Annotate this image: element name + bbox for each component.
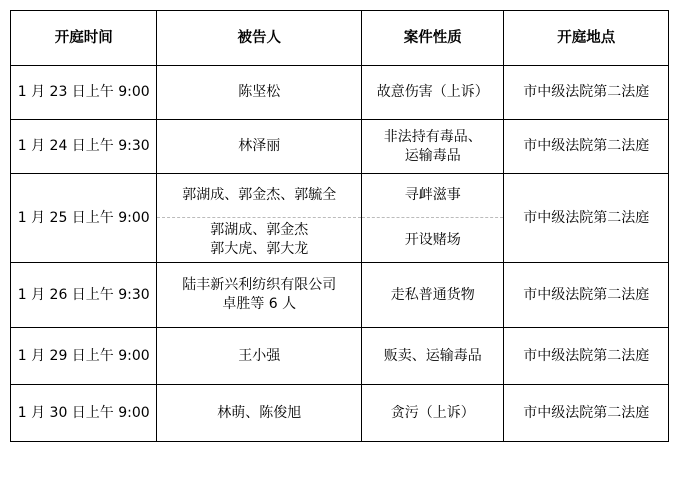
nature-line: 非法持有毒品、 bbox=[383, 128, 482, 145]
cell-place: 市中级法院第二法庭 bbox=[504, 174, 669, 263]
defendant-group bbox=[157, 174, 361, 218]
cell-defendant bbox=[157, 385, 362, 442]
defendant-line: 陈坚松 bbox=[238, 84, 281, 100]
defendant-line: 郭湖成、郭金杰 bbox=[210, 222, 309, 238]
nature-line: 运输毒品 bbox=[404, 147, 461, 164]
nature-line: 走私普通货物 bbox=[390, 286, 475, 303]
defendant-line: 林泽丽 bbox=[238, 138, 281, 154]
cell-place: 市中级法院第二法庭 bbox=[504, 385, 669, 442]
defendant-line: 林萌、陈俊旭 bbox=[217, 404, 302, 421]
defendant-line: 王小强 bbox=[238, 347, 281, 364]
table-row bbox=[11, 66, 669, 120]
table-row bbox=[11, 120, 669, 174]
table-row bbox=[11, 174, 669, 263]
cell-time: 1 月 30 日上午 9:00 bbox=[11, 385, 157, 442]
cell-nature bbox=[362, 174, 504, 263]
cell-time: 1 月 29 日上午 9:00 bbox=[11, 328, 157, 385]
nature-line: 开设赌场 bbox=[404, 231, 461, 248]
nature-line: 故意伤害（上诉） bbox=[376, 84, 489, 100]
header-nature: 案件性质 bbox=[362, 11, 504, 66]
cell-nature bbox=[362, 263, 504, 328]
cell-place: 市中级法院第二法庭 bbox=[504, 120, 669, 174]
cell-defendant bbox=[157, 328, 362, 385]
court-schedule-table bbox=[10, 10, 669, 442]
cell-nature bbox=[362, 120, 504, 174]
nature-line: 贪污（上诉） bbox=[390, 404, 475, 421]
defendant-line: 郭大虎、郭大龙 bbox=[210, 241, 309, 257]
cell-nature bbox=[362, 66, 504, 120]
header-defendant: 被告人 bbox=[157, 11, 362, 66]
header-row bbox=[11, 11, 669, 66]
defendant-line: 陆丰新兴利纺织有限公司 bbox=[182, 277, 337, 293]
nature-group bbox=[362, 174, 503, 218]
cell-place: 市中级法院第二法庭 bbox=[504, 328, 669, 385]
header-time: 开庭时间 bbox=[11, 11, 157, 66]
cell-defendant bbox=[157, 66, 362, 120]
defendant-line: 郭湖成、郭金杰、郭毓全 bbox=[182, 187, 337, 203]
header-place: 开庭地点 bbox=[504, 11, 669, 66]
cell-time: 1 月 25 日上午 9:00 bbox=[11, 174, 157, 263]
defendant-line: 卓胜等 6 人 bbox=[222, 296, 297, 312]
cell-time: 1 月 24 日上午 9:30 bbox=[11, 120, 157, 174]
cell-time: 1 月 26 日上午 9:30 bbox=[11, 263, 157, 328]
nature-line: 寻衅滋事 bbox=[404, 187, 461, 203]
cell-place: 市中级法院第二法庭 bbox=[504, 66, 669, 120]
nature-group bbox=[362, 218, 503, 262]
nature-line: 贩卖、运输毒品 bbox=[383, 347, 482, 364]
cell-time: 1 月 23 日上午 9:00 bbox=[11, 66, 157, 120]
cell-place: 市中级法院第二法庭 bbox=[504, 263, 669, 328]
cell-defendant bbox=[157, 174, 362, 263]
defendant-group bbox=[157, 218, 361, 262]
cell-defendant bbox=[157, 263, 362, 328]
cell-defendant bbox=[157, 120, 362, 174]
table-row bbox=[11, 263, 669, 328]
cell-nature bbox=[362, 385, 504, 442]
table-row bbox=[11, 328, 669, 385]
cell-nature bbox=[362, 328, 504, 385]
table-row bbox=[11, 385, 669, 442]
